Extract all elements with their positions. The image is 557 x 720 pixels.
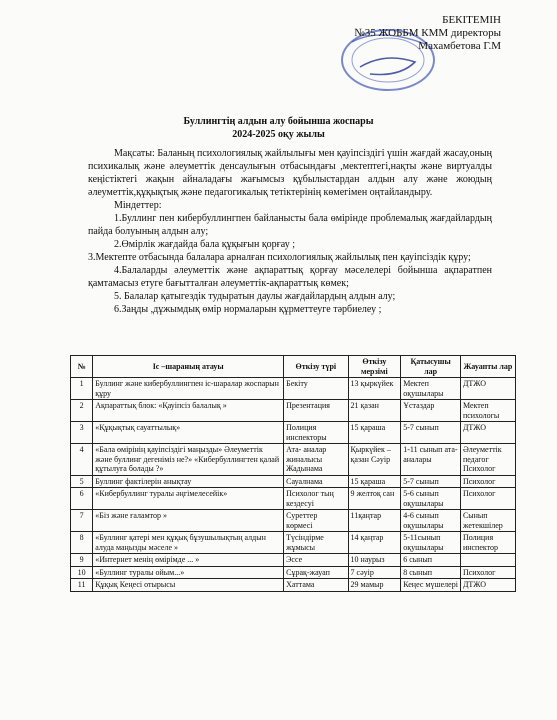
cell-responsible: Мектеп психологы — [460, 400, 515, 422]
cell-responsible: ДТЖО — [460, 378, 515, 400]
cell-event-name: Буллинг фактілерін анықтау — [93, 475, 284, 488]
cell-responsible: Полиция инспектор — [460, 532, 515, 554]
cell-responsible: Психолог — [460, 488, 515, 510]
cell-format: Ата- аналар жиналысы Жадынама — [284, 444, 348, 476]
cell-number: 7 — [71, 510, 93, 532]
cell-participants: 5-11сынып оқушылары — [401, 532, 461, 554]
cell-number: 3 — [71, 422, 93, 444]
cell-format: Суреттер көрмесі — [284, 510, 348, 532]
cell-event-name: «Біз және ғаламтор » — [93, 510, 284, 532]
cell-format: Презентация — [284, 400, 348, 422]
cell-event-name: «Интернет менің өмірімде ... » — [93, 554, 284, 567]
cell-event-name: Құқық Кеңесі отырысы — [93, 579, 284, 592]
header-event-name: Іс –шараның атауы — [93, 356, 284, 378]
cell-event-name: «Буллинг қатері мен құқық бұзушылықтың алдын алуда маңызды мәселе » — [93, 532, 284, 554]
cell-date: 29 мамыр — [348, 579, 401, 592]
table-row — [71, 378, 516, 400]
cell-date: 7 сәуір — [348, 566, 401, 579]
cell-responsible: ДТЖО — [460, 579, 515, 592]
cell-format: Бекіту — [284, 378, 348, 400]
goal-paragraph: Мақсаты: Баланың психологиялық жайлылығы мен қауіпсіздігі үшін жағдай жасау,оның психикалық және әлеуметтік денсаулығын отбасындағы ,мектептегі,нақты және виртуалды кеңістіктегі жақын айналадағы жағымсыз құбылыстардан алдын алу және жоюдың әлеуметтік,құқықтық және педагогикалық тетіктерінің көмегімен оңтайландыру. — [88, 148, 492, 198]
cell-date: Қыркүйек –қазан Сәуір — [348, 444, 401, 476]
cell-date: 13 қыркүйек — [348, 378, 401, 400]
approval-director: №35 ЖОББМ КММ директоры — [354, 27, 501, 39]
cell-format: Хаттама — [284, 579, 348, 592]
header-responsible: Жауапты лар — [460, 356, 515, 378]
task-item: 5. Балалар қатыгездік тудыратын даулы жағдайлардың алдын алу; — [114, 291, 396, 302]
table-row — [71, 554, 516, 567]
header-format: Өткізу түрі — [284, 356, 348, 378]
approval-block — [354, 14, 501, 53]
cell-date: 15 қараша — [348, 475, 401, 488]
cell-participants: 5-7 сынып — [401, 422, 461, 444]
plan-table — [70, 355, 516, 592]
cell-participants: 5-6 сынып оқушылары — [401, 488, 461, 510]
cell-event-name: «Кибербуллинг туралы әңгімелесейік» — [93, 488, 284, 510]
task-item: 2.Өмірлік жағдайда бала құқығын қорғау ; — [114, 239, 295, 250]
cell-number: 6 — [71, 488, 93, 510]
cell-participants: Кеңес мүшелері — [401, 579, 461, 592]
table-row — [71, 579, 516, 592]
cell-format: Сұрақ-жауап — [284, 566, 348, 579]
cell-responsible: Әлеуметтік педагог Психолог — [460, 444, 515, 476]
table-header-row — [71, 356, 516, 378]
approval-heading: БЕКІТЕМІН — [442, 14, 501, 26]
cell-event-name: Буллинг және кибербуллингпен іс-шаралар жоспарын құру — [93, 378, 284, 400]
table-row — [71, 488, 516, 510]
cell-number: 4 — [71, 444, 93, 476]
cell-format: Психолог тың кездесуі — [284, 488, 348, 510]
cell-responsible: Сынып жетекшілер — [460, 510, 515, 532]
cell-responsible: Психолог — [460, 566, 515, 579]
cell-number: 2 — [71, 400, 93, 422]
cell-format: Түсіндірме жұмысы — [284, 532, 348, 554]
task-item: 6.Заңды ,дұжымдық өмір нормаларын құрметтеуге тәрбиелеу ; — [114, 304, 382, 315]
cell-event-name: «Бала өмірінің қауіпсіздігі маңызды» Әлеуметтік және буллинг дегеніміз не?» «Кибербуллингтен қалай құтылуға болады ?» — [93, 444, 284, 476]
cell-format: Полиция инспекторы — [284, 422, 348, 444]
table-row — [71, 400, 516, 422]
table-row — [71, 532, 516, 554]
tasks-heading: Міндеттер: — [114, 200, 162, 211]
cell-date: 9 желтоқ сан — [348, 488, 401, 510]
document-subtitle: 2024-2025 оқу жылы — [232, 129, 325, 140]
header-date: Өткізу мерзімі — [348, 356, 401, 378]
cell-number: 8 — [71, 532, 93, 554]
header-participants: Қатысушы лар — [401, 356, 461, 378]
cell-date: 21 қазан — [348, 400, 401, 422]
table-row — [71, 475, 516, 488]
cell-number: 1 — [71, 378, 93, 400]
cell-event-name: Ақпараттық блок: «Қауіпсіз балалық » — [93, 400, 284, 422]
cell-participants: 4-6 сынып оқушылары — [401, 510, 461, 532]
approval-name: Махамбетова Г.М — [418, 40, 501, 52]
cell-participants: 6 сынып — [401, 554, 461, 567]
cell-responsible: ДТЖО — [460, 422, 515, 444]
cell-format: Эссе — [284, 554, 348, 567]
task-item: 3.Мектепте отбасында балалара арналған психологиялық жайлылық пен қауіпсіздік құру; — [88, 252, 471, 263]
table-body — [71, 378, 516, 592]
cell-event-name: «Құқықтық сауаттылық» — [93, 422, 284, 444]
cell-number: 9 — [71, 554, 93, 567]
cell-participants: Ұстаздар — [401, 400, 461, 422]
cell-date: 14 қаңтар — [348, 532, 401, 554]
cell-number: 11 — [71, 579, 93, 592]
cell-participants: 8 сынып — [401, 566, 461, 579]
cell-participants: 1-11 сынып ата-аналары — [401, 444, 461, 476]
goal-text — [88, 147, 492, 316]
cell-number: 10 — [71, 566, 93, 579]
cell-date: 11қаңтар — [348, 510, 401, 532]
cell-number: 5 — [71, 475, 93, 488]
cell-date: 15 қараша — [348, 422, 401, 444]
table-row — [71, 510, 516, 532]
cell-participants: Мектеп оқушылары — [401, 378, 461, 400]
cell-responsible — [460, 554, 515, 567]
table-row — [71, 444, 516, 476]
task-item: 1.Буллинг пен кибербуллингпен байланысты бала өмірінде проблемалық жағдайлардың пайда болуының алдын алу; — [88, 213, 492, 237]
cell-responsible: Психолог — [460, 475, 515, 488]
cell-event-name: «Буллинг туралы ойым...» — [93, 566, 284, 579]
task-item: 4.Балаларды әлеуметтік және ақпараттық қорғау мәселелері бойынша ақпаратпен қамтамасыз етуге бағытталған әлеуметтік-ақпараттық көмек; — [88, 265, 492, 289]
table-row — [71, 566, 516, 579]
table-row — [71, 422, 516, 444]
cell-format: Сауалнама — [284, 475, 348, 488]
document-title: Буллингтің алдын алу бойынша жоспары — [183, 116, 374, 127]
cell-date: 10 наурыз — [348, 554, 401, 567]
cell-participants: 5-7 сынып — [401, 475, 461, 488]
header-number: № — [71, 356, 93, 378]
